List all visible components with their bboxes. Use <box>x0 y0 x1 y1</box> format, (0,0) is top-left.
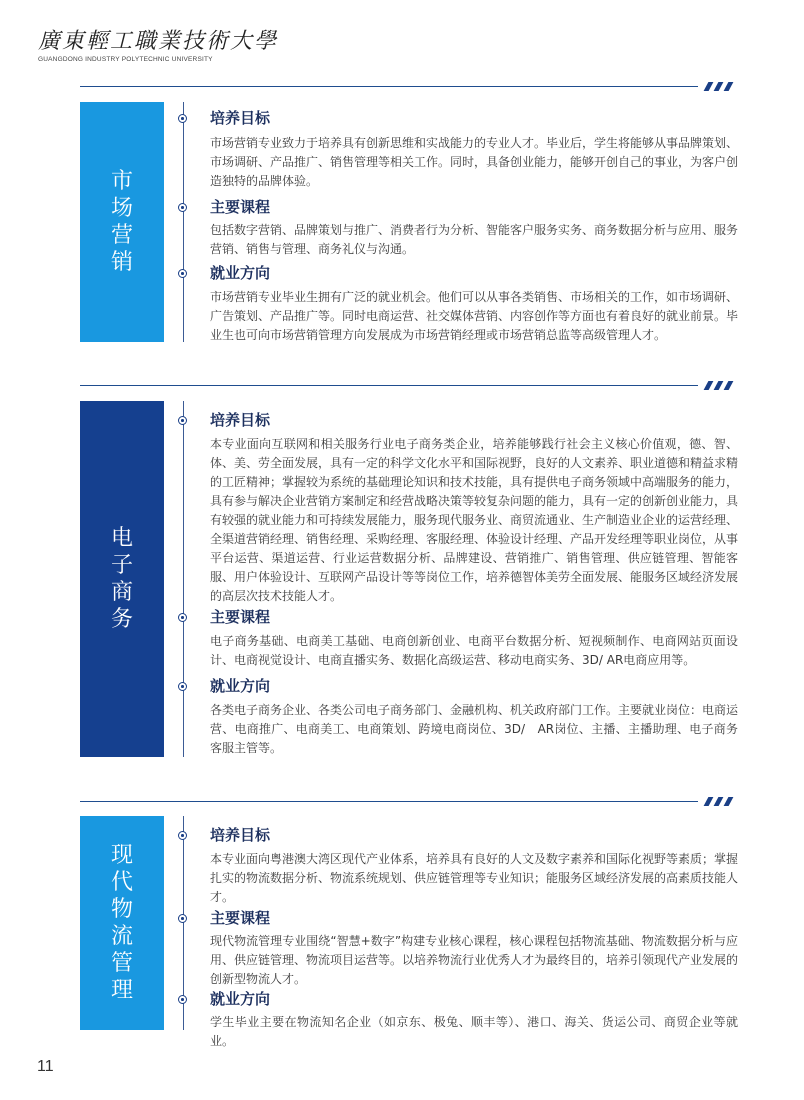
block-heading: 培养目标 <box>210 411 271 429</box>
block-text: 各类电子商务企业、各类公司电子商务部门、金融机构、机关政府部门工作。主要就业岗位：电商运营、电商推广、电商美工、电商策划、跨境电商岗位、3D/ AR岗位、主播、主播助理、电子商务客服主管等。 <box>210 703 739 755</box>
section-sidebar <box>80 401 164 757</box>
block-heading: 就业方向 <box>210 264 271 282</box>
section-title: 现代物流管理 <box>110 843 133 1003</box>
block-text: 本专业面向互联网和相关服务行业电子商务类企业，培养能够践行社会主义核心价值观，德、智、体、美、劳全面发展，具有一定的科学文化水平和国际视野，良好的人文素养、职业道德和精益求精的工匠精神；掌握较为系统的基础理论知识和技术技能，具有提供电子商务领域中高端服务的能力，具有参与解决企业营销方案制定和经营战略决策等较复杂问题的能力，具有一定的创新创业能力，具有较强的就业能力和可持续发展能力，服务现代服务业、商贸流通业、生产制造业企业的运营经理、全渠道营销经理、销售经理、采购经理、客服经理、体验设计经理、产品开发经理等职业岗位，从事平台运营、渠道运营、行业运营数据分析、品牌建设、营销推广、销售管理、供应链管理、智能客服、用户体验设计、互联网产品设计等等岗位工作，培养德智体美劳全面发展、能服务区域经济发展的高层次技术技能人才。 <box>210 437 739 603</box>
logo-english-name: GUANGDONG INDUSTRY POLYTECHNIC UNIVERSITY <box>38 56 213 63</box>
bullet-icon <box>178 995 187 1004</box>
block-heading: 培养目标 <box>210 826 271 844</box>
block-heading: 主要课程 <box>210 198 271 216</box>
bullet-icon <box>178 682 187 691</box>
block-text: 市场营销专业致力于培养具有创新思维和实战能力的专业人才。毕业后，学生将能够从事品牌策划、市场调研、产品推广、销售管理等相关工作。同时，具备创业能力，能够开创自己的事业，为客户创造独特的品牌体验。 <box>210 136 739 188</box>
bullet-icon <box>178 914 187 923</box>
block-text: 市场营销专业毕业生拥有广泛的就业机会。他们可以从事各类销售、市场相关的工作，如市场调研、广告策划、产品推广等。同时电商运营、社交媒体营销、内容创作等方面也有着良好的就业前景。毕业生也可向市场营销管理方向发展成为市场营销经理或市场营销总监等高级管理人才。 <box>210 290 739 342</box>
section-divider <box>80 801 698 802</box>
bullet-icon <box>178 416 187 425</box>
bullet-icon <box>178 269 187 278</box>
bullet-icon <box>178 831 187 840</box>
timeline-line <box>183 102 184 342</box>
block-heading: 培养目标 <box>210 109 271 127</box>
block-text: 包括数字营销、品牌策划与推广、消费者行为分析、智能客户服务实务、商务数据分析与应用、服务营销、销售与管理、商务礼仪与沟通。 <box>210 223 739 256</box>
block-heading: 就业方向 <box>210 677 271 695</box>
block-text: 学生毕业主要在物流知名企业（如京东、极兔、顺丰等）、港口、海关、货运公司、商贸企业等就业。 <box>210 1015 738 1048</box>
block-heading: 主要课程 <box>210 909 271 927</box>
block-text: 电子商务基础、电商美工基础、电商创新创业、电商平台数据分析、短视频制作、电商网站页面设计、电商视觉设计、电商直播实务、数据化高级运营、移动电商实务、3D/ AR电商应用等。 <box>210 634 738 667</box>
section-sidebar <box>80 816 164 1030</box>
section-divider <box>80 86 698 87</box>
timeline-line <box>183 401 184 757</box>
section-title: 市场营销 <box>110 169 133 275</box>
divider-stripes <box>702 797 734 806</box>
block-heading: 主要课程 <box>210 608 271 626</box>
page-number: 11 <box>37 1058 54 1075</box>
university-logo <box>38 30 278 63</box>
section-divider <box>80 385 698 386</box>
block-text: 本专业面向粤港澳大湾区现代产业体系，培养具有良好的人文及数字素养和国际化视野等素质；掌握扎实的物流数据分析、物流系统规划、供应链管理等专业知识；能服务区域经济发展的高素质技能人才。 <box>210 852 739 904</box>
divider-stripes <box>702 82 734 91</box>
bullet-icon <box>178 613 187 622</box>
bullet-icon <box>178 203 187 212</box>
divider-stripes <box>702 381 734 390</box>
section-sidebar <box>80 102 164 342</box>
block-heading: 就业方向 <box>210 990 271 1008</box>
section-title: 电子商务 <box>110 526 133 632</box>
logo-chinese-name: 廣東輕工職業技術大學 <box>38 29 279 54</box>
bullet-icon <box>178 114 187 123</box>
block-text: 现代物流管理专业围绕“智慧+数字”构建专业核心课程，核心课程包括物流基础、物流数据分析与应用、供应链管理、物流项目运营等。以培养物流行业优秀人才为最终目的，培养引领现代产业发展的创新型物流人才。 <box>210 934 739 986</box>
